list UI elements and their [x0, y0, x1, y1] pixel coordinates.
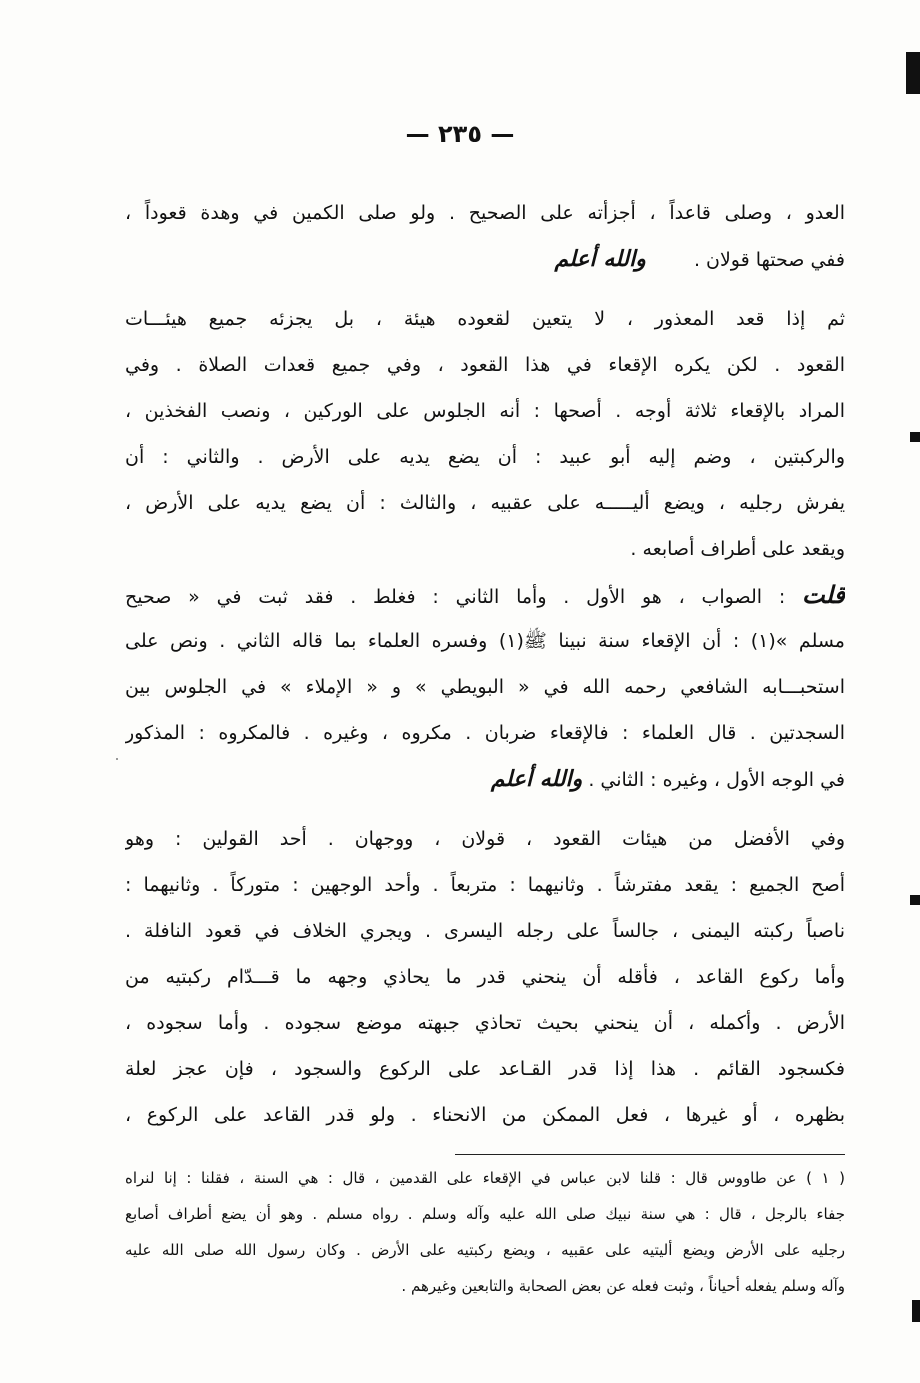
footnote-divider — [455, 1154, 845, 1155]
text-line: وفي الأفضل من هيئات القعود ، قولان ، ووجهان . أحد القولين : وهو — [125, 828, 845, 850]
scan-edge-mark — [910, 895, 920, 905]
text-line: ثم إذا قعد المعذور ، لا يتعين لقعوده هيئة ، بل يجزئه جميع هيئـــات — [125, 308, 845, 330]
scan-edge-mark — [906, 52, 920, 94]
text-line: القعود . لكن يكره الإقعاء في هذا القعود ، وفي جميع قعدات الصلاة . وفي — [125, 354, 845, 376]
text-line — [125, 572, 845, 618]
qultu-heading: قلت — [802, 580, 845, 609]
text-line — [125, 236, 845, 282]
main-text — [125, 190, 845, 1138]
text-line: وأما ركوع القاعد ، فأقله أن ينحني قدر ما يحاذي وجهه ما قـــدّام ركبتيه من — [125, 966, 845, 988]
footnote-line: رجليه على الأرض ويضع أليتيه على عقبيه ، ويضع ركبتيه على الأرض . وكان رسول الله صلى الله عليه — [125, 1241, 845, 1259]
text-line: الأرض . وأكمله ، أن ينحني بحيث تحاذي جبهته موضع سجوده . وأما سجوده ، — [125, 1012, 845, 1034]
text-line: فكسجود القائم . هذا إذا قدر القـاعد على الركوع والسجود ، فإن عجز لعلة — [125, 1058, 845, 1080]
text-line-content: في الوجه الأول ، وغيره : الثاني . — [588, 769, 845, 791]
allahu-alam-signature: والله أعلم — [554, 246, 646, 272]
text-line: استحبـــابه الشافعي رحمه الله في « البويطي » و « الإملاء » في الجلوس بين — [125, 676, 845, 698]
scan-edge-mark — [910, 432, 920, 442]
footnote-line: وآله وسلم يفعله أحياناً ، وثبت فعله عن بعض الصحابة والتابعين وغيرهم . — [401, 1277, 845, 1295]
text-line: والركبتين ، وضم إليه أبو عبيد : أن يضع يديه على الأرض . والثاني : أن — [125, 446, 845, 468]
text-line-content: : الصواب ، هو الأول . وأما الثاني : فغلط . فقد ثبت في « صحيح — [125, 586, 786, 608]
text-line: أصح الجميع : يقعد مفترشاً . وثانيهما : متربعاً . وأحد الوجهين : متوركاً . وثانيهما : — [125, 874, 845, 896]
text-line: السجدتين . قال العلماء : فالإقعاء ضربان . مكروه ، وغيره . فالمكروه : المذكور — [125, 722, 845, 744]
text-line: المراد بالإقعاء ثلاثة أوجه . أصحها : أنه الجلوس على الوركين ، ونصب الفخذين ، — [125, 400, 845, 422]
footnote-line: ( ١ ) عن طاووس قال : قلنا لابن عباس في الإقعاء على القدمين ، قال : هي السنة ، فقلنا : إنا لنراه — [125, 1169, 845, 1187]
text-line: ناصباً ركبته اليمنى ، جالساً على رجله اليسرى . ويجري الخلاف في قعود النافلة . — [125, 920, 845, 942]
footnote-line: جفاء بالرجل ، قال : هي سنة نبيك صلى الله عليه وآله وسلم . رواه مسلم . وهو أن يضع أطراف أصابع — [125, 1205, 845, 1223]
text-line: بظهره ، أو غيرها ، فعل الممكن من الانحناء . ولو قدر القاعد على الركوع ، — [125, 1104, 845, 1126]
page-number: — ٢٣٥ — — [405, 120, 515, 148]
scan-speck — [116, 758, 118, 760]
text-line-content: ففي صحتها قولان . — [693, 249, 845, 271]
text-line: مسلم »(١) : أن الإقعاء سنة نبينا ﷺ(١) وفسره العلماء بما قاله الثاني . ونص على — [125, 630, 845, 652]
text-line: ويقعد على أطراف أصابعه . — [630, 538, 845, 560]
text-line — [125, 756, 845, 802]
allahu-alam-signature: والله أعلم — [490, 766, 583, 792]
footnotes — [125, 1160, 845, 1304]
text-line: العدو ، وصلى قاعداً ، أجزأته على الصحيح . ولو صلى الكمين في وهدة قعوداً ، — [125, 202, 845, 224]
text-line: يفرش رجليه ، ويضع أليـــــه على عقبيه ، والثالث : أن يضع يديه على الأرض ، — [125, 492, 845, 514]
scan-edge-mark — [912, 1300, 920, 1322]
